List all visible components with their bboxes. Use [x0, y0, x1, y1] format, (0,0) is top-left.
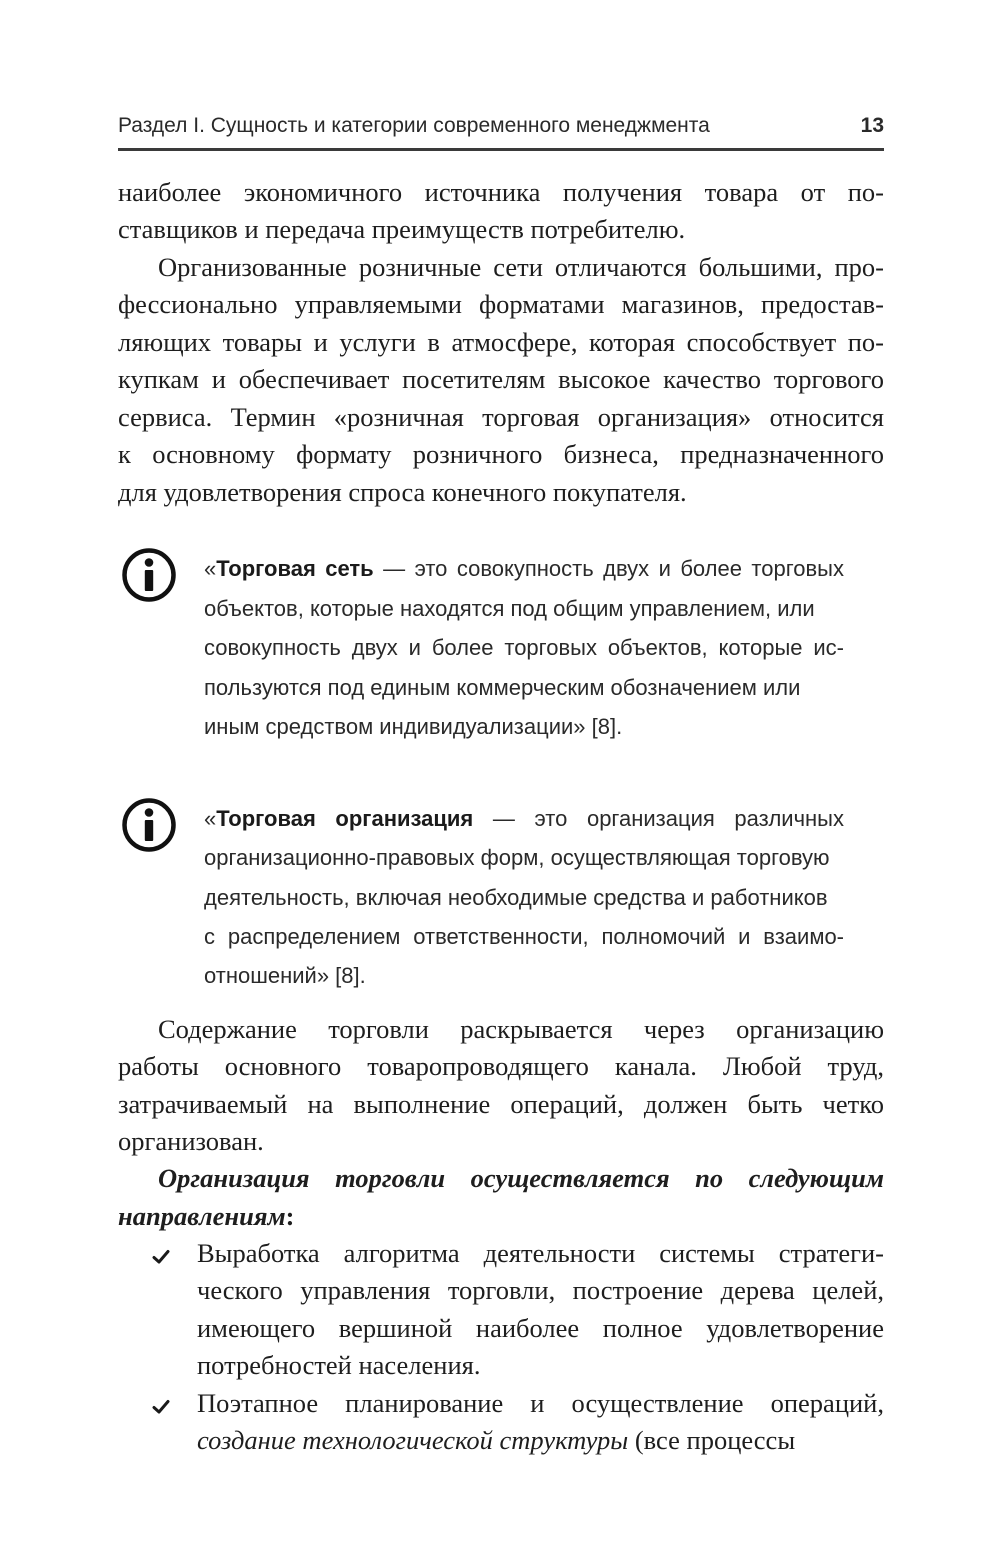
definition-line: отношений» [8]. — [204, 963, 366, 988]
em-dash: — — [373, 556, 415, 581]
text-line: затрачиваемый на выполнение операций, должен быть четко — [118, 1089, 884, 1119]
list-item-line — [197, 1422, 884, 1460]
emphasis-line — [118, 1198, 884, 1236]
text-line: к основному формату розничного бизнеса, предназначенного — [118, 439, 884, 469]
open-quote: « — [204, 806, 217, 831]
definition-first-line — [204, 549, 844, 589]
list-item-line: Выработка алгоритма деятельности системы стратеги- — [197, 1238, 884, 1268]
checkmark-icon — [152, 1399, 170, 1415]
emphasis-line: Организация торговли осуществляется по следующим — [158, 1163, 884, 1193]
checkmark-icon — [152, 1249, 170, 1265]
list-item-line: Поэтапное планирование и осуществление операций, — [197, 1388, 884, 1418]
definition-line: деятельность, включая необходимые средства и работников — [204, 885, 828, 910]
info-circle-icon — [122, 798, 176, 852]
text-line: Содержание торговли раскрывается через организацию — [158, 1014, 884, 1044]
list-item-line: ческого управления торговли, построение дерева целей, — [197, 1275, 884, 1305]
defined-term: Торговая сеть — [216, 556, 374, 581]
definition-text: это организация различных — [534, 806, 844, 831]
text-line: ставщиков и передача преимуществ потребителю. — [118, 214, 686, 244]
running-head — [118, 110, 884, 146]
page-number: 13 — [860, 114, 884, 137]
text-line: работы основного товаропроводящего канала. Любой труд, — [118, 1051, 884, 1081]
italic-phrase: создание технологической структуры — [197, 1425, 629, 1455]
text-line: купкам и обеспечивает посетителям высокое качество торгового — [118, 364, 884, 394]
definition-line: объектов, которые находятся под общим управлением, или — [204, 596, 815, 621]
text-line: наиболее экономичного источника получения товара от по- — [118, 177, 884, 207]
text-line: фессионально управляемыми форматами магазинов, предостав- — [118, 289, 884, 319]
list-item-line: имеющего вершиной наиболее полное удовлетворение — [197, 1313, 884, 1343]
text-line: Организованные розничные сети отличаются большими, про- — [158, 252, 884, 282]
definition-line: совокупность двух и более торговых объектов, которые ис- — [204, 635, 844, 660]
colon: : — [285, 1201, 295, 1231]
definition-line: иным средством индивидуализации» [8]. — [204, 714, 623, 739]
section-title: Раздел I. Сущность и категории современного менеджмента — [118, 114, 710, 137]
info-circle-icon — [122, 548, 176, 602]
open-quote: « — [204, 556, 217, 581]
definition-line: пользуются под единым коммерческим обозначением или — [204, 675, 801, 700]
text-line: организован. — [118, 1126, 264, 1156]
header-rule — [118, 148, 884, 151]
definition-line: с распределением ответственности, полномочий и взаимо- — [204, 924, 844, 949]
text-line: для удовлетворения спроса конечного покупателя. — [118, 477, 687, 507]
definition-text: это совокупность двух и более торговых — [414, 556, 844, 581]
list-item-text: (все процессы — [628, 1425, 796, 1455]
definition-line: организационно-правовых форм, осуществляющая торговую — [204, 845, 830, 870]
em-dash: — — [473, 806, 535, 831]
defined-term: Торговая организация — [216, 806, 474, 831]
text-line: ляющих товары и услуги в атмосфере, которая способствует по- — [118, 327, 884, 357]
list-item-line: потребностей населения. — [197, 1350, 481, 1380]
text-line: сервиса. Термин «розничная торговая организация» относится — [118, 402, 884, 432]
emphasis-text: направлениям — [118, 1201, 286, 1231]
definition-first-line — [204, 799, 844, 839]
